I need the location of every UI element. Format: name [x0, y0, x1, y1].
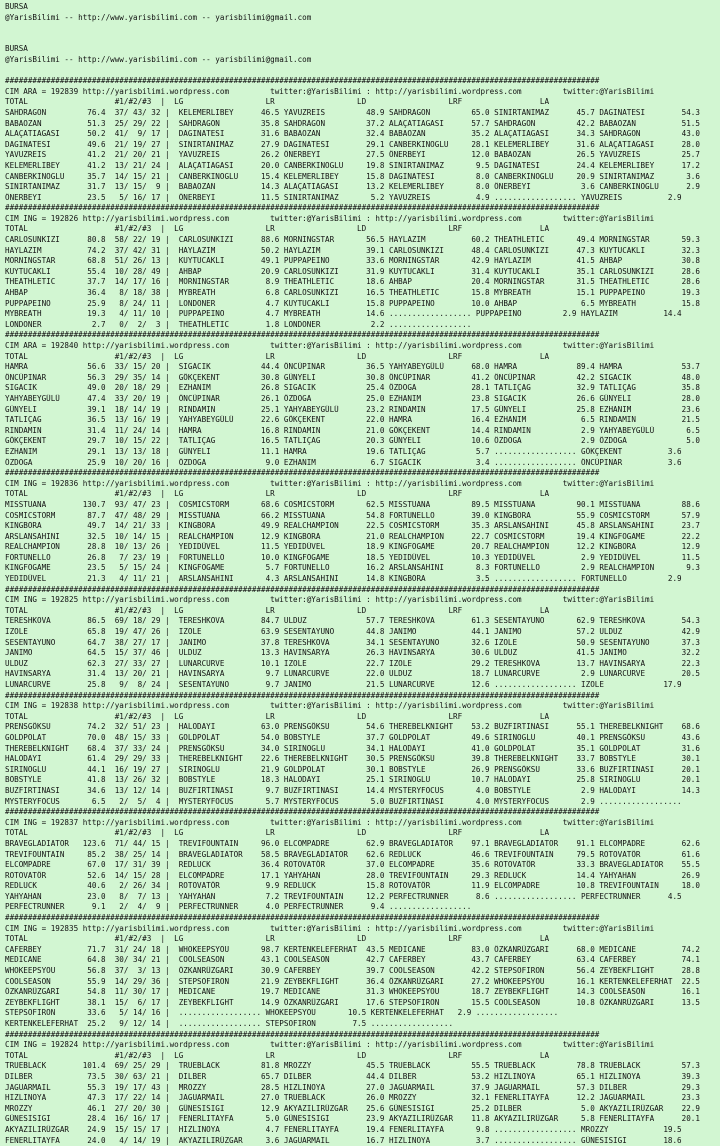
horse-row: REALCHAMPION 28.8 10/ 13/ 26 | YEDIDÜVEL 11.5 YEDIDÜVEL 18.9 KINGFOGAME 20.7 REALCHAMPION 12.2 KINGBORA 12.9	[5, 542, 700, 552]
horse-row: CAFERBEY 71.7 31/ 24/ 18 | WHOKEEPSYOU 98.7 KERTENKELEFERHAT 43.5 MEDICANE 83.0 ÖZKANRÜZGARI 68.0 MEDICANE 74.2	[5, 944, 700, 954]
horse-row: ÖNERBEYI 23.5 5/ 16/ 17 | ÖNERBEYI 11.5 SINIRTANIMAZ 5.2 YAVUZREIS 4.9 .................. YAVUZREIS 2.9	[5, 192, 682, 202]
horse-row: YAVUZREIS 41.2 21/ 20/ 21 | YAVUZREIS 26.2 ÖNERBEYI 27.5 ÖNERBEYI 12.0 BABAOZAN 26.5 YAVUZREIS 25.7	[5, 150, 700, 160]
horse-row: ULDUZ 62.3 27/ 33/ 27 | LUNARCURVE 10.1 IZOLE 22.7 IZOLE 29.2 TERESHKOVA 13.7 HAVINSARYA 22.3	[5, 658, 700, 668]
horse-row: JAGUARMAIL 55.3 19/ 17/ 43 | MROZZY 28.5 HIZLINOYA 27.0 JAGUARMAIL 37.9 JAGUARMAIL 57.3 DILBER 29.3	[5, 1082, 700, 1092]
section-divider: ##################################################################################################################################	[5, 468, 600, 478]
column-header: TOTAL #1/#2/#3 | LG LR LD LRF LA	[5, 97, 550, 107]
horse-row: GÜNESISIGI 28.4 16/ 16/ 17 | FENERLITAYFA 5.0 GÜNESISIGI 23.9 AKYAZILIRÜZGAR 11.8 AKYAZILIRÜZGAR 5.8 FENERLITAYFA 20.1	[5, 1114, 700, 1124]
race-header: CIM ING = 192835 http://yarisbilimi.wordpress.com twitter:@YarisBilimi : http://yarisbilimi.wordpress.com twitter:@YarisBilimi	[5, 923, 655, 933]
horse-row: DILBER 73.5 30/ 63/ 21 | DILBER 65.7 DILBER 44.4 DILBER 53.2 HIZLINOYA 65.1 HIZLINOYA 39.3	[5, 1071, 700, 1081]
horse-row: DAGINATESI 49.6 21/ 19/ 27 | SINIRTANIMAZ 27.9 DAGINATESI 29.1 CANBERKINOGLU 28.1 KELEMERLIBEY 31.6 ALAÇATIAGASI 28.0	[5, 139, 700, 149]
horse-row: YEDIDÜVEL 21.3 4/ 11/ 21 | ARSLANSAHINI 4.3 ARSLANSAHINI 14.8 KINGBORA 3.5 .................. FORTUNELLO 2.9	[5, 574, 682, 584]
horse-row: ÖZKANRÜZGARI 54.8 11/ 30/ 17 | MEDICANE 19.7 MEDICANE 31.3 WHOKEEPSYOU 18.7 ZEYBEKFLIGHT 14.3 COOLSEASON 16.1	[5, 987, 700, 997]
horse-row: REDLUCK 40.6 2/ 26/ 34 | ROTOVATÖR 9.9 REDLUCK 15.8 ROTOVATÖR 11.9 ELCOMPADRE 10.8 TREVIFOUNTAIN 18.0	[5, 881, 700, 891]
horse-row: TATLIÇAG 36.5 13/ 16/ 19 | YAHYABEYGÜLÜ 22.6 GÖKÇEKENT 22.0 HAMRA 16.4 EZHANIM 6.5 RINDAMIN 21.5	[5, 415, 700, 425]
horse-row: LONDONER 2.7 0/ 2/ 3 | THEATHLETIC 1.8 LONDONER 2.2 ..................	[5, 319, 472, 329]
horse-row: FORTUNELLO 26.8 7/ 23/ 19 | FORTUNELLO 10.0 KINGFOGAME 18.5 YEDIDÜVEL 10.3 YEDIDÜVEL 2.9 YEDIDÜVEL 11.5	[5, 552, 700, 562]
race-header: CIM ARA = 192840 http://yarisbilimi.wordpress.com twitter:@YarisBilimi : http://yarisbilimi.wordpress.com twitter:@YarisBilimi	[5, 341, 655, 350]
column-header: TOTAL #1/#2/#3 | LG LR LD LRF LA	[5, 1050, 550, 1060]
horse-row: ÖNCÜPINAR 56.3 29/ 35/ 14 | GÖKÇEKENT 30.8 GÜNYELI 30.8 ÖNCÜPINAR 41.2 ÖNCÜPINAR 42.2 SIGACIK 48.0	[5, 372, 700, 382]
horse-row: TERESHKOVA 86.5 69/ 18/ 29 | TERESHKOVA 84.7 ULDUZ 57.7 TERESHKOVA 61.3 SESENTAYUNO 62.9 TERESHKOVA 54.3	[5, 616, 700, 626]
horse-row: SESENTAYUNO 64.7 38/ 27/ 17 | JANIMO 37.8 TERESHKOVA 34.1 SESENTAYUNO 32.6 IZOLE 50.9 SESENTAYUNO 37.3	[5, 637, 700, 647]
horse-row: SIGACIK 49.0 20/ 18/ 29 | EZHANIM 26.8 SIGACIK 25.4 ÖZDOGA 28.1 TATLIÇAG 32.9 TATLIÇAG 35.8	[5, 383, 700, 393]
horse-row: CANBERKINOGLU 35.7 14/ 15/ 21 | CANBERKINOGLU 15.4 KELEMERLIBEY 15.8 DAGINATESI 8.0 CANBERKINOGLU 20.9 SINIRTANIMAZ 3.6	[5, 171, 700, 181]
horse-row: KERTENKELEFERHAT 25.2 9/ 12/ 14 | .................. STEPSOFIRON 7.5 ..................	[5, 1019, 454, 1028]
blank-line	[5, 66, 720, 77]
horse-row: THEREBELKNIGHT 68.4 37/ 33/ 24 | PRENSGÖKSU 34.0 SIRINOGLU 34.1 HALODAYI 41.0 GOLDPOLAT 35.1 GOLDPOLAT 31.6	[5, 743, 700, 753]
section-divider: ##################################################################################################################################	[5, 807, 600, 817]
horse-row: ALAÇATIAGASI 50.2 41/ 9/ 17 | DAGINATESI 31.6 BABAOZAN 32.4 BABAOZAN 35.2 ALAÇATIAGASI 34.3 SAHDRAGON 43.0	[5, 129, 700, 139]
horse-row: MYBREATH 19.3 4/ 11/ 10 | PUPPAPEINO 4.7 MYBREATH 14.6 .................. PUPPAPEINO 2.9 HAYLAZIM 14.4	[5, 309, 682, 319]
horse-row: RINDAMIN 31.4 11/ 24/ 14 | HAMRA 16.8 RINDAMIN 21.0 GÖKÇEKENT 14.4 RINDAMIN 2.9 YAHYABEYGÜLÜ 6.5	[5, 425, 700, 435]
section-divider: ##################################################################################################################################	[5, 584, 600, 594]
horse-row: SINIRTANIMAZ 31.7 13/ 15/ 9 | BABAOZAN 14.3 ALAÇATIAGASI 13.2 KELEMERLIBEY 8.0 ÖNERBEYI 3.6 CANBERKINOGLU 2.9	[5, 182, 700, 192]
horse-row: PERFECTRUNNER 9.1 2/ 4/ 9 | PERFECTRUNNER 4.0 PERFECTRUNNER 9.4 ..................	[5, 902, 472, 912]
horse-row: AHBAP 36.4 8/ 18/ 38 | MYBREATH 6.8 CARLOSUNKIZI 16.5 THEATHLETIC 15.8 MYBREATH 15.1 PUPPAPEINO 19.3	[5, 288, 700, 298]
horse-row: JANIMO 64.5 15/ 37/ 46 | ULDUZ 13.3 HAVINSARYA 26.3 HAVINSARYA 30.6 ULDUZ 41.5 JANIMO 32.2	[5, 648, 700, 658]
horse-row: COSMICSTORM 87.7 47/ 48/ 29 | MISSTUANA 66.2 MISSTUANA 54.8 FORTUNELLO 39.0 KINGBORA 55.9 COSMICSTORM 57.9	[5, 510, 700, 520]
page-header-line: @YarisBilimi -- http://www.yarisbilimi.com -- yarisbilimi@gmail.com	[5, 12, 312, 22]
horse-row: MYSTERYFOCUS 6.5 2/ 5/ 4 | MYSTERYFOCUS 5.7 MYSTERYFOCUS 5.0 BUZFIRTINASI 4.0 MYSTERYFOCUS 2.9 ..................	[5, 796, 682, 806]
horse-row: GOLDPOLAT 70.0 48/ 15/ 33 | GOLDPOLAT 54.0 BOBSTYLE 37.7 GOLDPOLAT 49.6 SIRINOGLU 40.1 PRENSGÖKSU 43.6	[5, 732, 700, 742]
horse-row: ELCOMPADRE 67.0 17/ 31/ 39 | REDLUCK 36.4 ROTOVATÖR 37.0 ELCOMPADRE 35.6 ROTOVATÖR 33.3 BRAVEGLADIATOR 55.5	[5, 860, 700, 870]
section-divider: ##################################################################################################################################	[5, 690, 600, 700]
horse-row: COOLSEASON 55.9 14/ 29/ 36 | STEPSOFIRON 21.9 ZEYBEKFLIGHT 36.4 ÖZKANRÜZGARI 27.2 WHOKEEPSYOU 16.1 KERTENKELEFERHAT 22.5	[5, 976, 700, 986]
section-divider: ##################################################################################################################################	[5, 76, 600, 86]
horse-row: MROZZY 46.1 27/ 20/ 30 | GÜNESISIGI 12.9 AKYAZILIRÜZGAR 25.6 GÜNESISIGI 25.2 DILBER 5.0 AKYAZILIRÜZGAR 22.9	[5, 1103, 700, 1113]
horse-row: BUZFIRTINASI 34.6 13/ 12/ 14 | BUZFIRTINASI 9.7 BUZFIRTINASI 14.4 MYSTERYFOCUS 4.0 BOBSTYLE 2.9 HALODAYI 14.3	[5, 785, 700, 795]
horse-row: KINGFOGAME 23.5 5/ 15/ 24 | KINGFOGAME 5.7 FORTUNELLO 16.2 ARSLANSAHINI 8.3 FORTUNELLO 2.9 REALCHAMPION 9.3	[5, 563, 700, 573]
race-header: CIM ING = 192826 http://yarisbilimi.wordpress.com twitter:@YarisBilimi : http://yarisbilimi.wordpress.com twitter:@YarisBilimi	[5, 213, 655, 223]
horse-row: STEPSOFIRON 33.6 5/ 14/ 16 | .................. WHOKEEPSYOU 10.5 KERTENKELEFERHAT 2.9 ..................	[5, 1008, 559, 1018]
horse-row: HAMRA 56.6 33/ 15/ 20 | SIGACIK 44.4 ÖNCÜPINAR 36.5 YAHYABEYGÜLÜ 68.0 HAMRA 89.4 HAMRA 53.7	[5, 362, 700, 372]
horse-row: TREVIFOUNTAIN 85.2 38/ 25/ 14 | BRAVEGLADIATOR 58.5 BRAVEGLADIATOR 62.6 REDLUCK 46.6 TREVIFOUNTAIN 79.5 ROTOVATÖR 61.6	[5, 849, 700, 859]
horse-row: BOBSTYLE 41.8 13/ 26/ 32 | BOBSTYLE 18.3 HALODAYI 25.1 SIRINOGLU 10.7 HALODAYI 25.8 SIRINOGLU 20.1	[5, 775, 700, 785]
page-header-line: BURSA	[5, 44, 28, 54]
section-divider: ##################################################################################################################################	[5, 1029, 600, 1039]
horse-row: HAVINSARYA 31.4 13/ 20/ 21 | HAVINSARYA 9.7 LUNARCURVE 22.0 ULDUZ 18.7 LUNARCURVE 2.9 LUNARCURVE 20.5	[5, 669, 700, 679]
horse-row: ARSLANSAHINI 32.5 10/ 14/ 15 | REALCHAMPION 12.9 KINGBORA 21.0 REALCHAMPION 22.7 COSMICSTORM 19.4 KINGFOGAME 22.2	[5, 531, 700, 541]
horse-row: AKYAZILIRÜZGAR 24.9 15/ 15/ 17 | HIZLINOYA 4.7 FENERLITAYFA 19.4 FENERLITAYFA 9.8 .................. MROZZY 19.5	[5, 1124, 682, 1134]
horse-row: SAHDRAGON 76.4 37/ 43/ 32 | KELEMERLIBEY 46.5 YAVUZREIS 48.9 SAHDRAGON 65.0 SINIRTANIMAZ 45.7 DAGINATESI 54.3	[5, 107, 700, 117]
horse-row: KELEMERLIBEY 41.2 13/ 21/ 24 | ALAÇATIAGASI 20.0 CANBERKINOGLU 19.8 SINIRTANIMAZ 9.5 DAGINATESI 24.4 KELEMERLIBEY 17.2	[5, 160, 700, 170]
section-divider: ##################################################################################################################################	[5, 203, 600, 213]
horse-row: EZHANIM 29.1 13/ 13/ 18 | GÜNYELI 11.1 HAMRA 19.6 TATLIÇAG 5.7 .................. GÖKÇEKENT 3.6	[5, 446, 682, 456]
horse-row: ÖZDOGA 25.9 10/ 20/ 16 | ÖZDOGA 9.0 EZHANIM 6.7 SIGACIK 3.4 .................. ÖNCÜPINAR 3.6	[5, 457, 682, 467]
blank-line	[5, 23, 720, 34]
blank-line	[5, 34, 720, 45]
horse-row: WHOKEEPSYOU 56.8 37/ 3/ 13 | ÖZKANRÜZGARI 30.9 CAFERBEY 39.7 COOLSEASON 42.2 STEPSOFIRON 56.4 ZEYBEKFLIGHT 28.8	[5, 966, 700, 976]
column-header: TOTAL #1/#2/#3 | LG LR LD LRF LA	[5, 351, 550, 361]
race-header: CIM ING = 192837 http://yarisbilimi.wordpress.com twitter:@YarisBilimi : http://yarisbilimi.wordpress.com twitter:@YarisBilimi	[5, 817, 655, 827]
horse-row: SIRINOGLU 44.1 16/ 19/ 27 | SIRINOGLU 21.9 GOLDPOLAT 30.1 BOBSTYLE 26.9 PRENSGÖKSU 33.6 BUZFIRTINASI 20.1	[5, 764, 700, 774]
horse-row: PRENSGÖKSU 74.2 32/ 51/ 23 | HALODAYI 63.0 PRENSGÖKSU 54.6 THEREBELKNIGHT 53.2 BUZFIRTINASI 55.1 THEREBELKNIGHT 68.6	[5, 722, 700, 732]
horse-row: TRUEBLACK 101.4 69/ 25/ 29 | TRUEBLACK 81.8 MROZZY 45.5 TRUEBLACK 55.5 TRUEBLACK 78.8 TRUEBLACK 57.3	[5, 1061, 700, 1071]
horse-row: YAHYAHAN 23.0 8/ 7/ 13 | YAHYAHAN 7.2 TREVIFOUNTAIN 12.2 PERFECTRUNNER 8.6 .................. PERFECTRUNNER 4.5	[5, 891, 682, 901]
horse-row: IZOLE 65.8 19/ 47/ 26 | IZOLE 63.9 SESENTAYUNO 44.8 JANIMO 44.1 JANIMO 57.2 ULDUZ 42.9	[5, 627, 700, 637]
column-header: TOTAL #1/#2/#3 | LG LR LD LRF LA	[5, 605, 550, 615]
column-header: TOTAL #1/#2/#3 | LG LR LD LRF LA	[5, 224, 550, 234]
race-header: CIM ING = 192836 http://yarisbilimi.wordpress.com twitter:@YarisBilimi : http://yarisbilimi.wordpress.com twitter:@YarisBilimi	[5, 478, 655, 488]
horse-row: GÖKÇEKENT 29.7 10/ 15/ 22 | TATLIÇAG 16.5 TATLIÇAG 20.3 GÜNYELI 10.6 ÖZDOGA 2.9 ÖZDOGA 5.0	[5, 436, 700, 446]
horse-row: FENERLITAYFA 24.0 4/ 14/ 19 | AKYAZILIRÜZGAR 3.6 JAGUARMAIL 16.7 HIZLINOYA 3.7 .................. GÜNESISIGI 18.6	[5, 1135, 682, 1145]
horse-row: BABAOZAN 51.3 25/ 29/ 22 | SAHDRAGON 35.8 SAHDRAGON 37.2 ALAÇATIAGASI 57.7 SAHDRAGON 42.2 BABAOZAN 51.5	[5, 118, 700, 128]
page-header-line: BURSA	[5, 2, 28, 11]
section-divider: ##################################################################################################################################	[5, 330, 600, 340]
horse-row: LUNARCURVE 25.8 9/ 8/ 24 | SESENTAYUNO 9.7 JANIMO 21.5 LUNARCURVE 12.6 .................. IZOLE 17.9	[5, 680, 682, 689]
horse-row: KINGBORA 49.7 14/ 21/ 33 | KINGBORA 49.9 REALCHAMPION 22.5 COSMICSTORM 35.3 ARSLANSAHINI 45.8 ARSLANSAHINI 23.7	[5, 521, 700, 531]
horse-row: HIZLINOYA 47.3 17/ 22/ 14 | JAGUARMAIL 27.0 TRUEBLACK 26.0 MROZZY 32.1 FENERLITAYFA 12.2 JAGUARMAIL 23.3	[5, 1093, 700, 1103]
horse-row: ZEYBEKFLIGHT 38.1 15/ 6/ 17 | ZEYBEKFLIGHT 14.9 ÖZKANRÜZGARI 17.6 STEPSOFIRON 15.5 COOLSEASON 10.8 ÖZKANRÜZGARI 13.5	[5, 997, 700, 1007]
race-header: CIM ARA = 192839 http://yarisbilimi.wordpress.com twitter:@YarisBilimi : http://yarisbilimi.wordpress.com twitter:@YarisBilimi	[5, 86, 655, 96]
horse-row: HALODAYI 61.4 29/ 29/ 33 | THEREBELKNIGHT 22.6 THEREBELKNIGHT 30.5 PRENSGÖKSU 39.8 THEREBELKNIGHT 33.7 BOBSTYLE 30.1	[5, 754, 700, 764]
race-header: CIM ING = 192825 http://yarisbilimi.wordpress.com twitter:@YarisBilimi : http://yarisbilimi.wordpress.com twitter:@YarisBilimi	[5, 595, 655, 605]
race-header: CIM ING = 192838 http://yarisbilimi.wordpress.com twitter:@YarisBilimi : http://yarisbilimi.wordpress.com twitter:@YarisBilimi	[5, 701, 655, 711]
horse-row: KUYTUCAKLI 55.4 10/ 28/ 49 | AHBAP 20.9 CARLOSUNKIZI 31.9 KUYTUCAKLI 31.4 KUYTUCAKLI 35.1 CARLOSUNKIZI 28.6	[5, 266, 700, 276]
horse-row: THEATHLETIC 37.7 14/ 17/ 16 | MORNINGSTAR 8.9 THEATHLETIC 18.6 AHBAP 20.4 MORNINGSTAR 31.5 THEATHLETIC 28.6	[5, 277, 700, 287]
column-header: TOTAL #1/#2/#3 | LG LR LD LRF LA	[5, 828, 550, 838]
horse-row: MISSTUANA 130.7 93/ 47/ 23 | COSMICSTORM 68.6 COSMICSTORM 62.5 MISSTUANA 89.5 MISSTUANA 90.1 MISSTUANA 88.6	[5, 499, 700, 509]
column-header: TOTAL #1/#2/#3 | LG LR LD LRF LA	[5, 711, 550, 721]
horse-row: GÜNYELI 39.1 18/ 14/ 19 | RINDAMIN 25.1 YAHYABEYGÜLÜ 23.2 RINDAMIN 17.5 GÜNYELI 25.8 EZHANIM 23.6	[5, 404, 700, 414]
horse-row: MORNINGSTAR 68.8 51/ 26/ 13 | KUYTUCAKLI 49.1 PUPPAPEINO 33.6 MORNINGSTAR 42.9 HAYLAZIM 41.5 AHBAP 30.8	[5, 256, 700, 266]
column-header: TOTAL #1/#2/#3 | LG LR LD LRF LA	[5, 934, 550, 944]
horse-row: ROTOVATÖR 52.6 14/ 15/ 28 | ELCOMPADRE 17.1 YAHYAHAN 28.0 TREVIFOUNTAIN 29.3 REDLUCK 14.4 YAHYAHAN 26.9	[5, 870, 700, 880]
race-header: CIM ING = 192824 http://yarisbilimi.wordpress.com twitter:@YarisBilimi : http://yarisbilimi.wordpress.com twitter:@YarisBilimi	[5, 1040, 655, 1050]
column-header: TOTAL #1/#2/#3 | LG LR LD LRF LA	[5, 489, 550, 499]
horse-row: MEDICANE 64.8 30/ 34/ 21 | COOLSEASON 43.1 COOLSEASON 42.7 CAFERBEY 43.7 CAFERBEY 63.4 CAFERBEY 74.1	[5, 955, 700, 965]
section-divider: ##################################################################################################################################	[5, 913, 600, 923]
horse-row: CARLOSUNKIZI 80.8 58/ 22/ 19 | CARLOSUNKIZI 88.6 MORNINGSTAR 56.5 HAYLAZIM 60.2 THEATHLETIC 49.4 MORNINGSTAR 59.3	[5, 235, 700, 245]
horse-row: BRAVEGLADIATOR 123.6 71/ 44/ 15 | TREVIFOUNTAIN 96.0 ELCOMPADRE 62.9 BRAVEGLADIATOR 97.1 BRAVEGLADIATOR 91.1 ELCOMPADRE 62.6	[5, 838, 700, 848]
horse-row: YAHYABEYGÜLÜ 47.4 33/ 20/ 19 | ÖNCÜPINAR 26.1 ÖZDOGA 25.0 EZHANIM 23.8 SIGACIK 26.6 GÜNYELI 28.0	[5, 393, 700, 403]
horse-row: PUPPAPEINO 25.9 8/ 24/ 11 | LONDONER 4.7 KUYTUCAKLI 15.8 PUPPAPEINO 10.0 AHBAP 6.5 MYBREATH 15.8	[5, 298, 700, 308]
page-header-line: @YarisBilimi -- http://www.yarisbilimi.com -- yarisbilimi@gmail.com	[5, 54, 312, 64]
horse-row: HAYLAZIM 74.2 37/ 42/ 31 | HAYLAZIM 50.2 HAYLAZIM 39.1 CARLOSUNKIZI 48.4 CARLOSUNKIZI 47.3 KUYTUCAKLI 32.3	[5, 245, 700, 255]
